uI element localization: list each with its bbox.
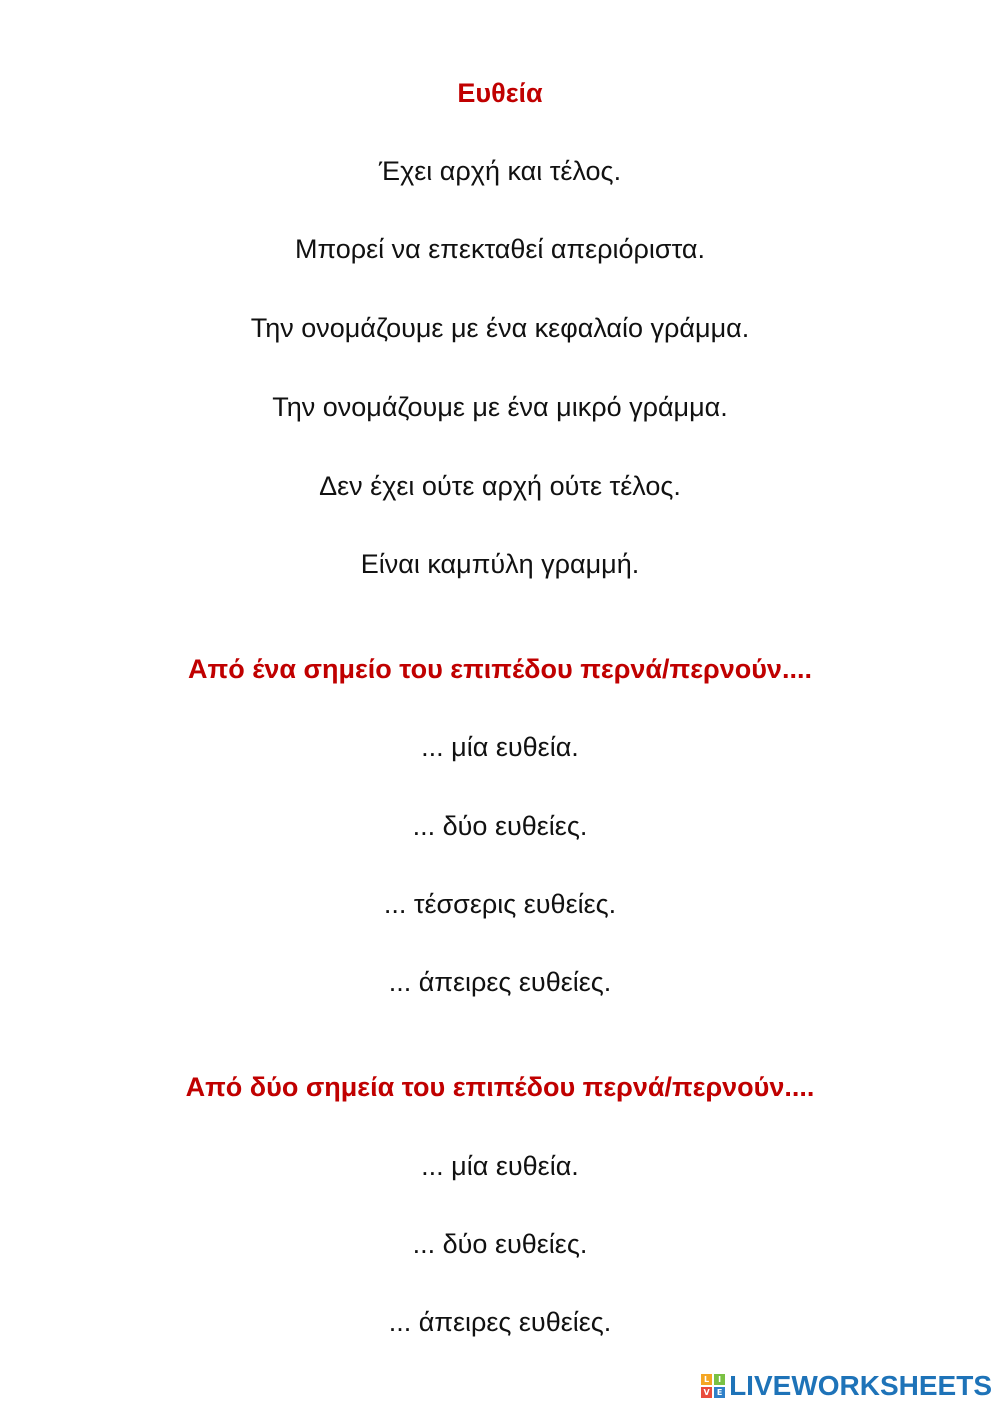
liveworksheets-logo <box>701 1369 992 1403</box>
option-one-point-four-lines[interactable]: ... τέσσερις ευθείες. <box>383 889 617 919</box>
logo-letter-v: V <box>701 1387 712 1398</box>
option-one-point-infinite-lines[interactable]: ... άπειρες ευθείες. <box>388 967 612 997</box>
option-named-small-letter[interactable]: Την ονομάζουμε με ένα μικρό γράμμα. <box>272 392 728 422</box>
option-two-points-one-line[interactable]: ... μία ευθεία. <box>421 1151 579 1181</box>
brand-name: LIVEWORKSHEETS <box>729 1370 992 1401</box>
section-title-line: Ευθεία <box>457 78 543 108</box>
section-title-one-point: Από ένα σημείο του επιπέδου περνά/περνούν.... <box>188 654 812 684</box>
option-two-points-infinite-lines[interactable]: ... άπειρες ευθείες. <box>388 1307 612 1337</box>
option-named-capital-letter[interactable]: Την ονομάζουμε με ένα κεφαλαίο γράμμα. <box>250 313 750 343</box>
option-one-point-two-lines[interactable]: ... δύο ευθείες. <box>412 811 588 841</box>
option-two-points-two-lines[interactable]: ... δύο ευθείες. <box>412 1229 588 1259</box>
option-no-start-no-end[interactable]: Δεν έχει ούτε αρχή ούτε τέλος. <box>319 471 681 501</box>
logo-letter-e: E <box>714 1387 725 1398</box>
section-title-two-points: Από δύο σημεία του επιπέδου περνά/περνούν.... <box>185 1072 815 1102</box>
logo-letter-i: I <box>714 1374 725 1385</box>
logo-letter-l: L <box>701 1374 712 1385</box>
option-one-point-one-line[interactable]: ... μία ευθεία. <box>421 732 579 762</box>
option-starts-and-ends[interactable]: Έχει αρχή και τέλος. <box>378 156 622 186</box>
option-curved-line[interactable]: Είναι καμπύλη γραμμή. <box>360 549 640 579</box>
option-extends-infinitely[interactable]: Μπορεί να επεκταθεί απεριόριστα. <box>295 234 705 264</box>
logo-squares-icon <box>701 1374 725 1398</box>
